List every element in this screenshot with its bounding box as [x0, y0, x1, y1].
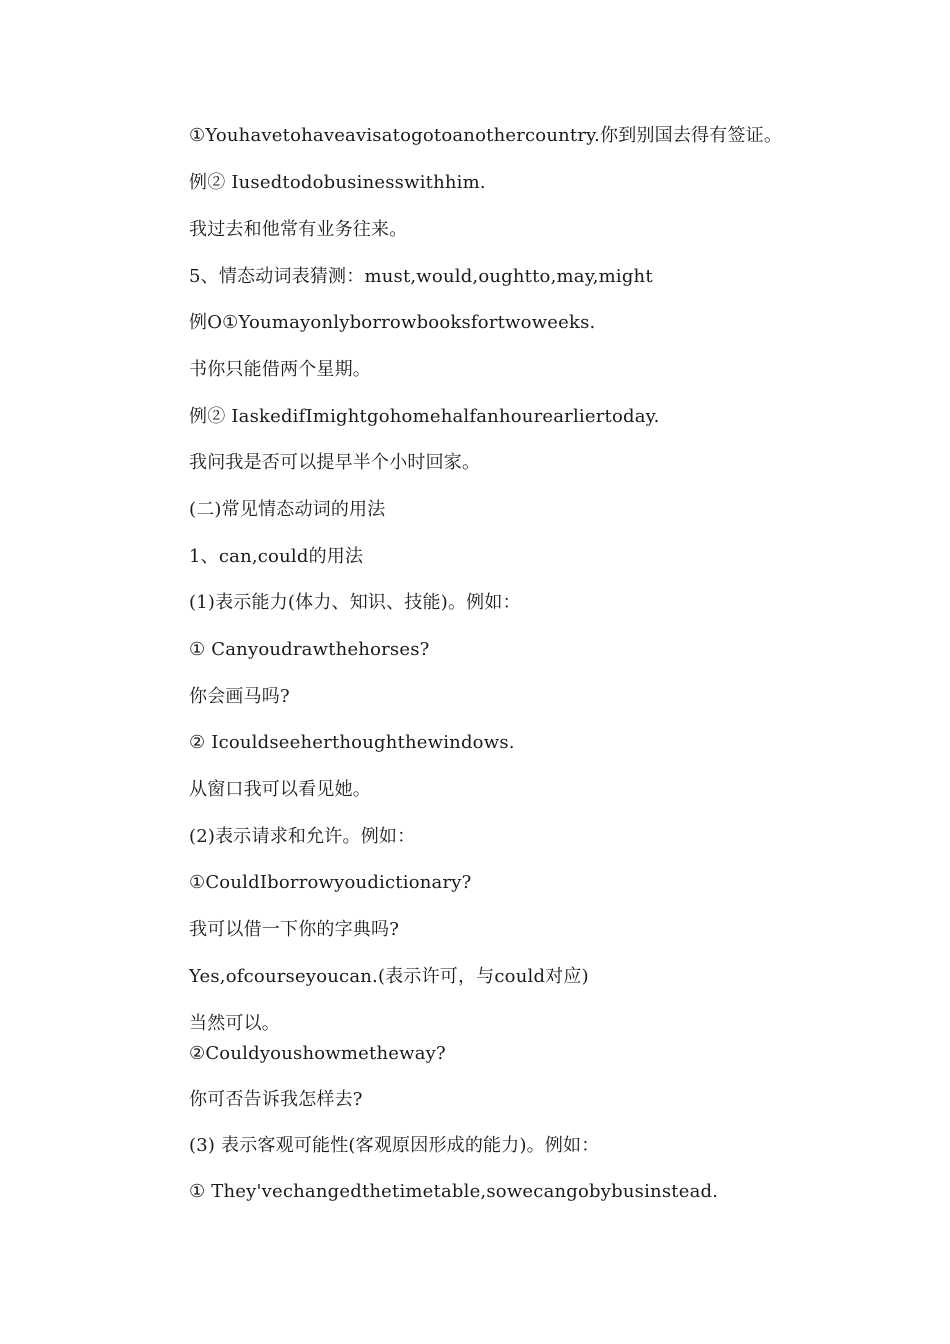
text-line: ①Youhavetohaveavisatogotoanothercountry.你到别国去得有签证。 — [189, 125, 783, 146]
text-line: 你会画马吗? — [189, 686, 290, 707]
text-line: 从窗口我可以看见她。 — [189, 779, 371, 800]
text-line: 当然可以。 — [189, 1013, 280, 1034]
text-line: 我过去和他常有业务往来。 — [189, 219, 408, 240]
text-line: 我问我是否可以提早半个小时回家。 — [189, 452, 481, 473]
subsection-heading: 1、can,could的用法 — [189, 546, 364, 567]
text-line: (2)表示请求和允许。例如： — [189, 826, 416, 847]
text-line: 例O①Youmayonlyborrowbooksfortwoweeks. — [189, 312, 596, 333]
text-line: ② Icouldseeherthoughthewindows. — [189, 732, 515, 753]
text-line: (3) 表示客观可能性(客观原因形成的能力)。例如： — [189, 1135, 600, 1156]
text-line: (1)表示能力(体力、知识、技能)。例如： — [189, 592, 521, 613]
text-line: Yes,ofcourseyoucan.(表示许可，与could对应) — [189, 966, 589, 987]
text-line: 例② Iusedtodobusinesswithhim. — [189, 172, 486, 193]
text-line: 例② IaskedifImightgohomehalfanhourearliertoday. — [189, 406, 660, 427]
text-line: 你可否告诉我怎样去? — [189, 1089, 363, 1110]
text-line: 书你只能借两个星期。 — [189, 359, 371, 380]
section-heading: (二)常见情态动词的用法 — [189, 499, 386, 520]
text-line: ① Canyoudrawthehorses? — [189, 639, 430, 660]
text-line: ① They'vechangedthetimetable,sowecangobybusinstead. — [189, 1181, 719, 1202]
text-line: 5、情态动词表猜测：must,would,oughtto,may,might — [189, 266, 653, 287]
text-line: ①CouldIborrowyoudictionary? — [189, 872, 472, 893]
text-line: 我可以借一下你的字典吗? — [189, 919, 400, 940]
text-line: ②Couldyoushowmetheway? — [189, 1043, 446, 1064]
